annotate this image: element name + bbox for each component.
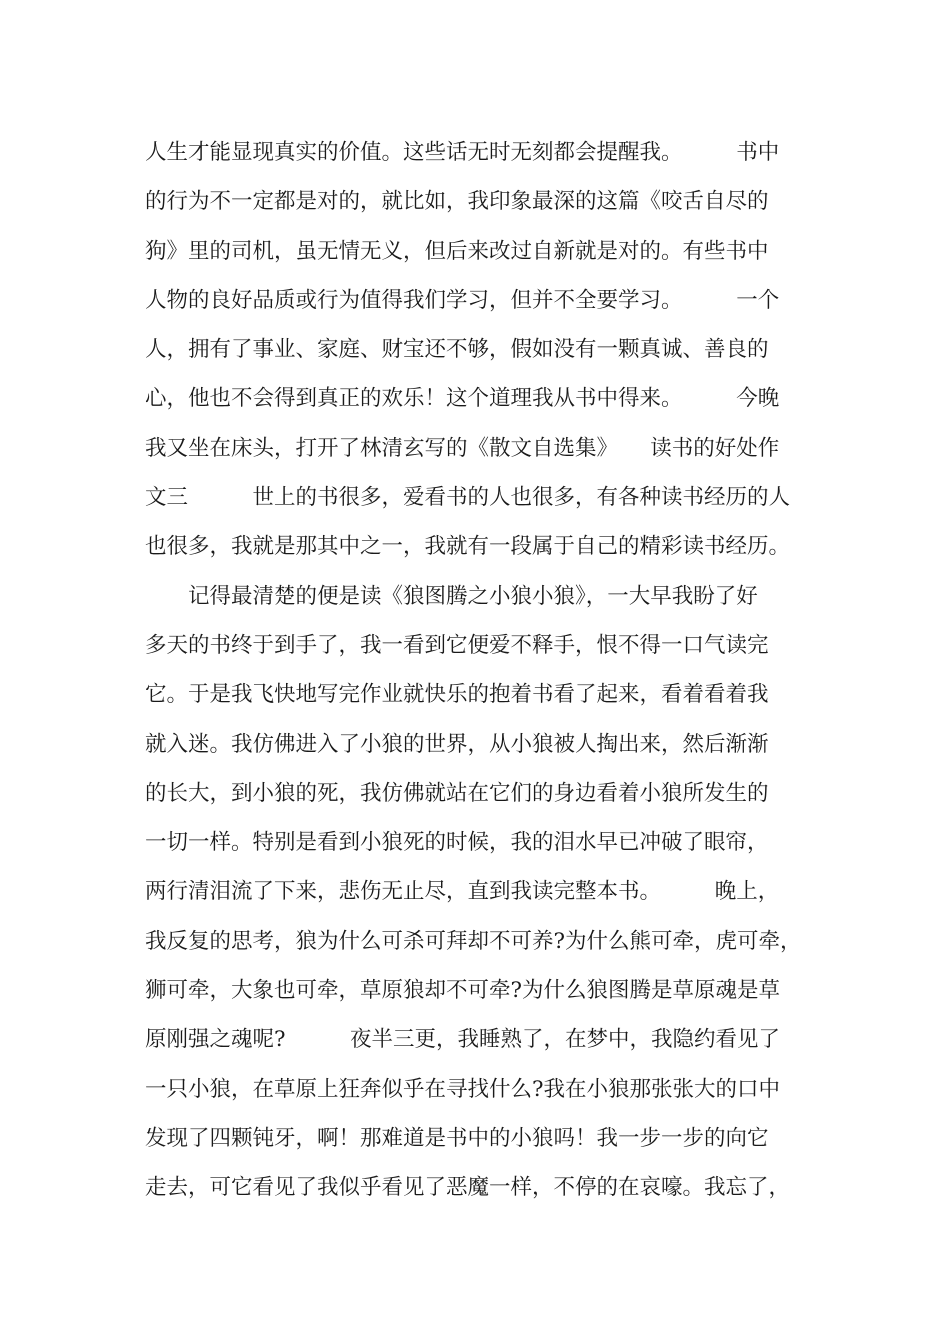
text-line: 多天的书终于到手了，我一看到它便爱不释手，恨不得一口气读完 — [145, 632, 769, 658]
text-line: 的长大，到小狼的死，我仿佛就站在它们的身边看着小狼所发生的 — [145, 780, 769, 806]
text-line: 记得最清楚的便是读《狼图腾之小狼小狼》，一大早我盼了好 — [145, 583, 758, 609]
text-line: 两行清泪流了下来，悲伤无止尽，直到我读完整本书。 晚上， — [145, 879, 780, 905]
text-line: 狮可牵，大象也可牵，草原狼却不可牵?为什么狼图腾是草原魂是草 — [145, 978, 781, 1004]
body-text — [145, 128, 825, 1213]
text-line: 我又坐在床头，打开了林清玄写的《散文自选集》 读书的好处作 — [145, 435, 780, 461]
text-line: 就入迷。我仿佛进入了小狼的世界，从小狼被人掏出来，然后渐渐 — [145, 731, 769, 757]
text-line: 的行为不一定都是对的，就比如，我印象最深的这篇《咬舌自尽的 — [145, 189, 769, 215]
text-line: 它。于是我飞快地写完作业就快乐的抱着书看了起来，看着看着我 — [145, 682, 769, 708]
text-line: 一切一样。特别是看到小狼死的时候，我的泪水早已冲破了眼帘， — [145, 830, 769, 856]
text-line: 人生才能显现真实的价值。这些话无时无刻都会提醒我。 书中 — [145, 140, 780, 165]
text-line: 一只小狼，在草原上狂奔似乎在寻找什么?我在小狼那张张大的口中 — [145, 1076, 781, 1102]
text-line: 原刚强之魂呢? 夜半三更，我睡熟了，在梦中，我隐约看见了 — [145, 1027, 781, 1053]
text-line: 走去，可它看见了我似乎看见了恶魔一样，不停的在哀嚎。我忘了， — [145, 1175, 791, 1201]
text-line: 人，拥有了事业、家庭、财宝还不够，假如没有一颗真诚、善良的 — [145, 337, 769, 363]
text-line: 人物的良好品质或行为值得我们学习，但并不全要学习。 一个 — [145, 287, 780, 313]
text-line: 我反复的思考，狼为什么可杀可拜却不可养?为什么熊可牵，虎可牵， — [145, 928, 802, 954]
text-line: 也很多，我就是那其中之一，我就有一段属于自己的精彩读书经历。 — [145, 534, 791, 560]
text-line: 文三 世上的书很多，爱看书的人也很多，有各种读书经历的人 — [145, 485, 791, 511]
text-line: 心，他也不会得到真正的欢乐！这个道理我从书中得来。 今晚 — [145, 386, 780, 412]
text-line: 狗》里的司机，虽无情无义，但后来改过自新就是对的。有些书中 — [145, 238, 769, 264]
text-line: 发现了四颗钝牙，啊！那难道是书中的小狼吗！我一步一步的向它 — [145, 1125, 769, 1151]
